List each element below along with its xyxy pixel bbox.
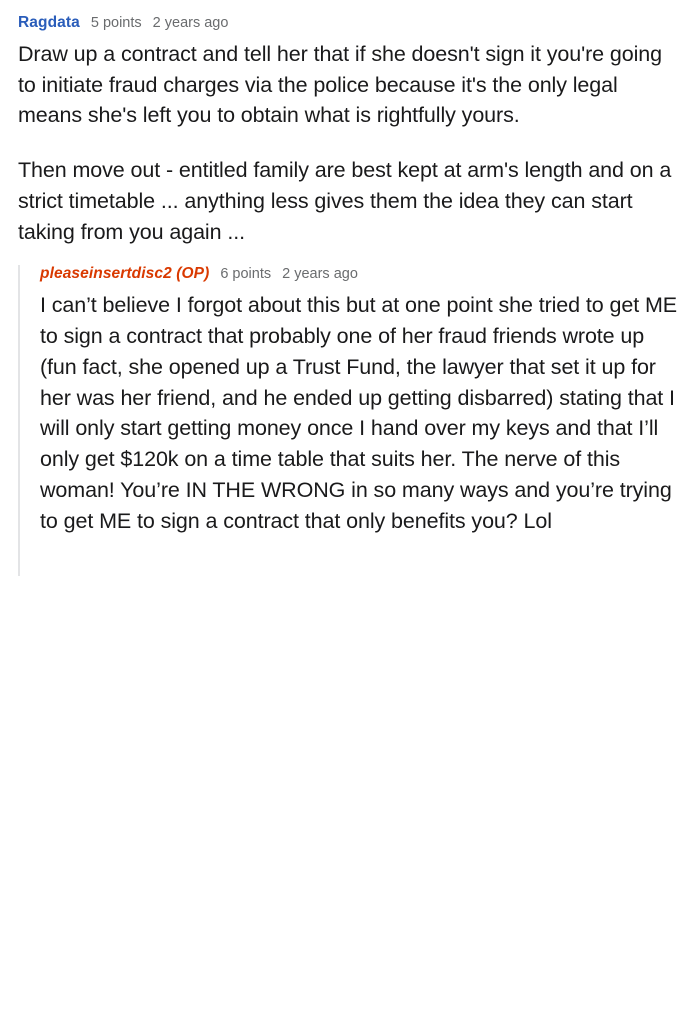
- comment-author[interactable]: Ragdata: [18, 14, 80, 31]
- reply-points: 6 points: [220, 266, 272, 283]
- reply-paragraph: I can’t believe I forgot about this but at one point she tried to get ME to sign a contract that probably one of her fraud friends wrote up (fun fact, she opened up a Trust Fund, the lawyer that set it up for her was her friend, and he ended up getting disbarred) stating that I will only start getting money once I hand over my keys and that I’ll only get $120k on a time table that suits her. The nerve of this woman! You’re IN THE WRONG in so many ways and you’re trying to get ME to sign a contract that only benefits you? Lol: [40, 293, 678, 533]
- comment-timestamp: 2 years ago: [152, 15, 229, 31]
- thread-collapse-rail[interactable]: [18, 265, 20, 576]
- reply-body: [40, 290, 682, 536]
- comment-root: [18, 14, 682, 536]
- reply-author[interactable]: pleaseinsertdisc2 (OP): [40, 265, 210, 283]
- comment-header: [18, 14, 682, 32]
- reply-header: [40, 265, 682, 283]
- reply-timestamp: 2 years ago: [282, 266, 358, 283]
- comment-body: [18, 39, 682, 247]
- comment-paragraph: Then move out - entitled family are best kept at arm's length and on a strict timetable ... anything less gives them the idea they can start taking from you again ...: [18, 158, 672, 244]
- comment-paragraph: Draw up a contract and tell her that if she doesn't sign it you're going to initiate fraud charges via the police because it's the only legal means she's left you to obtain what is rightfully yours.: [18, 42, 662, 128]
- comment-points: 5 points: [90, 15, 142, 31]
- comment-reply: [18, 265, 682, 536]
